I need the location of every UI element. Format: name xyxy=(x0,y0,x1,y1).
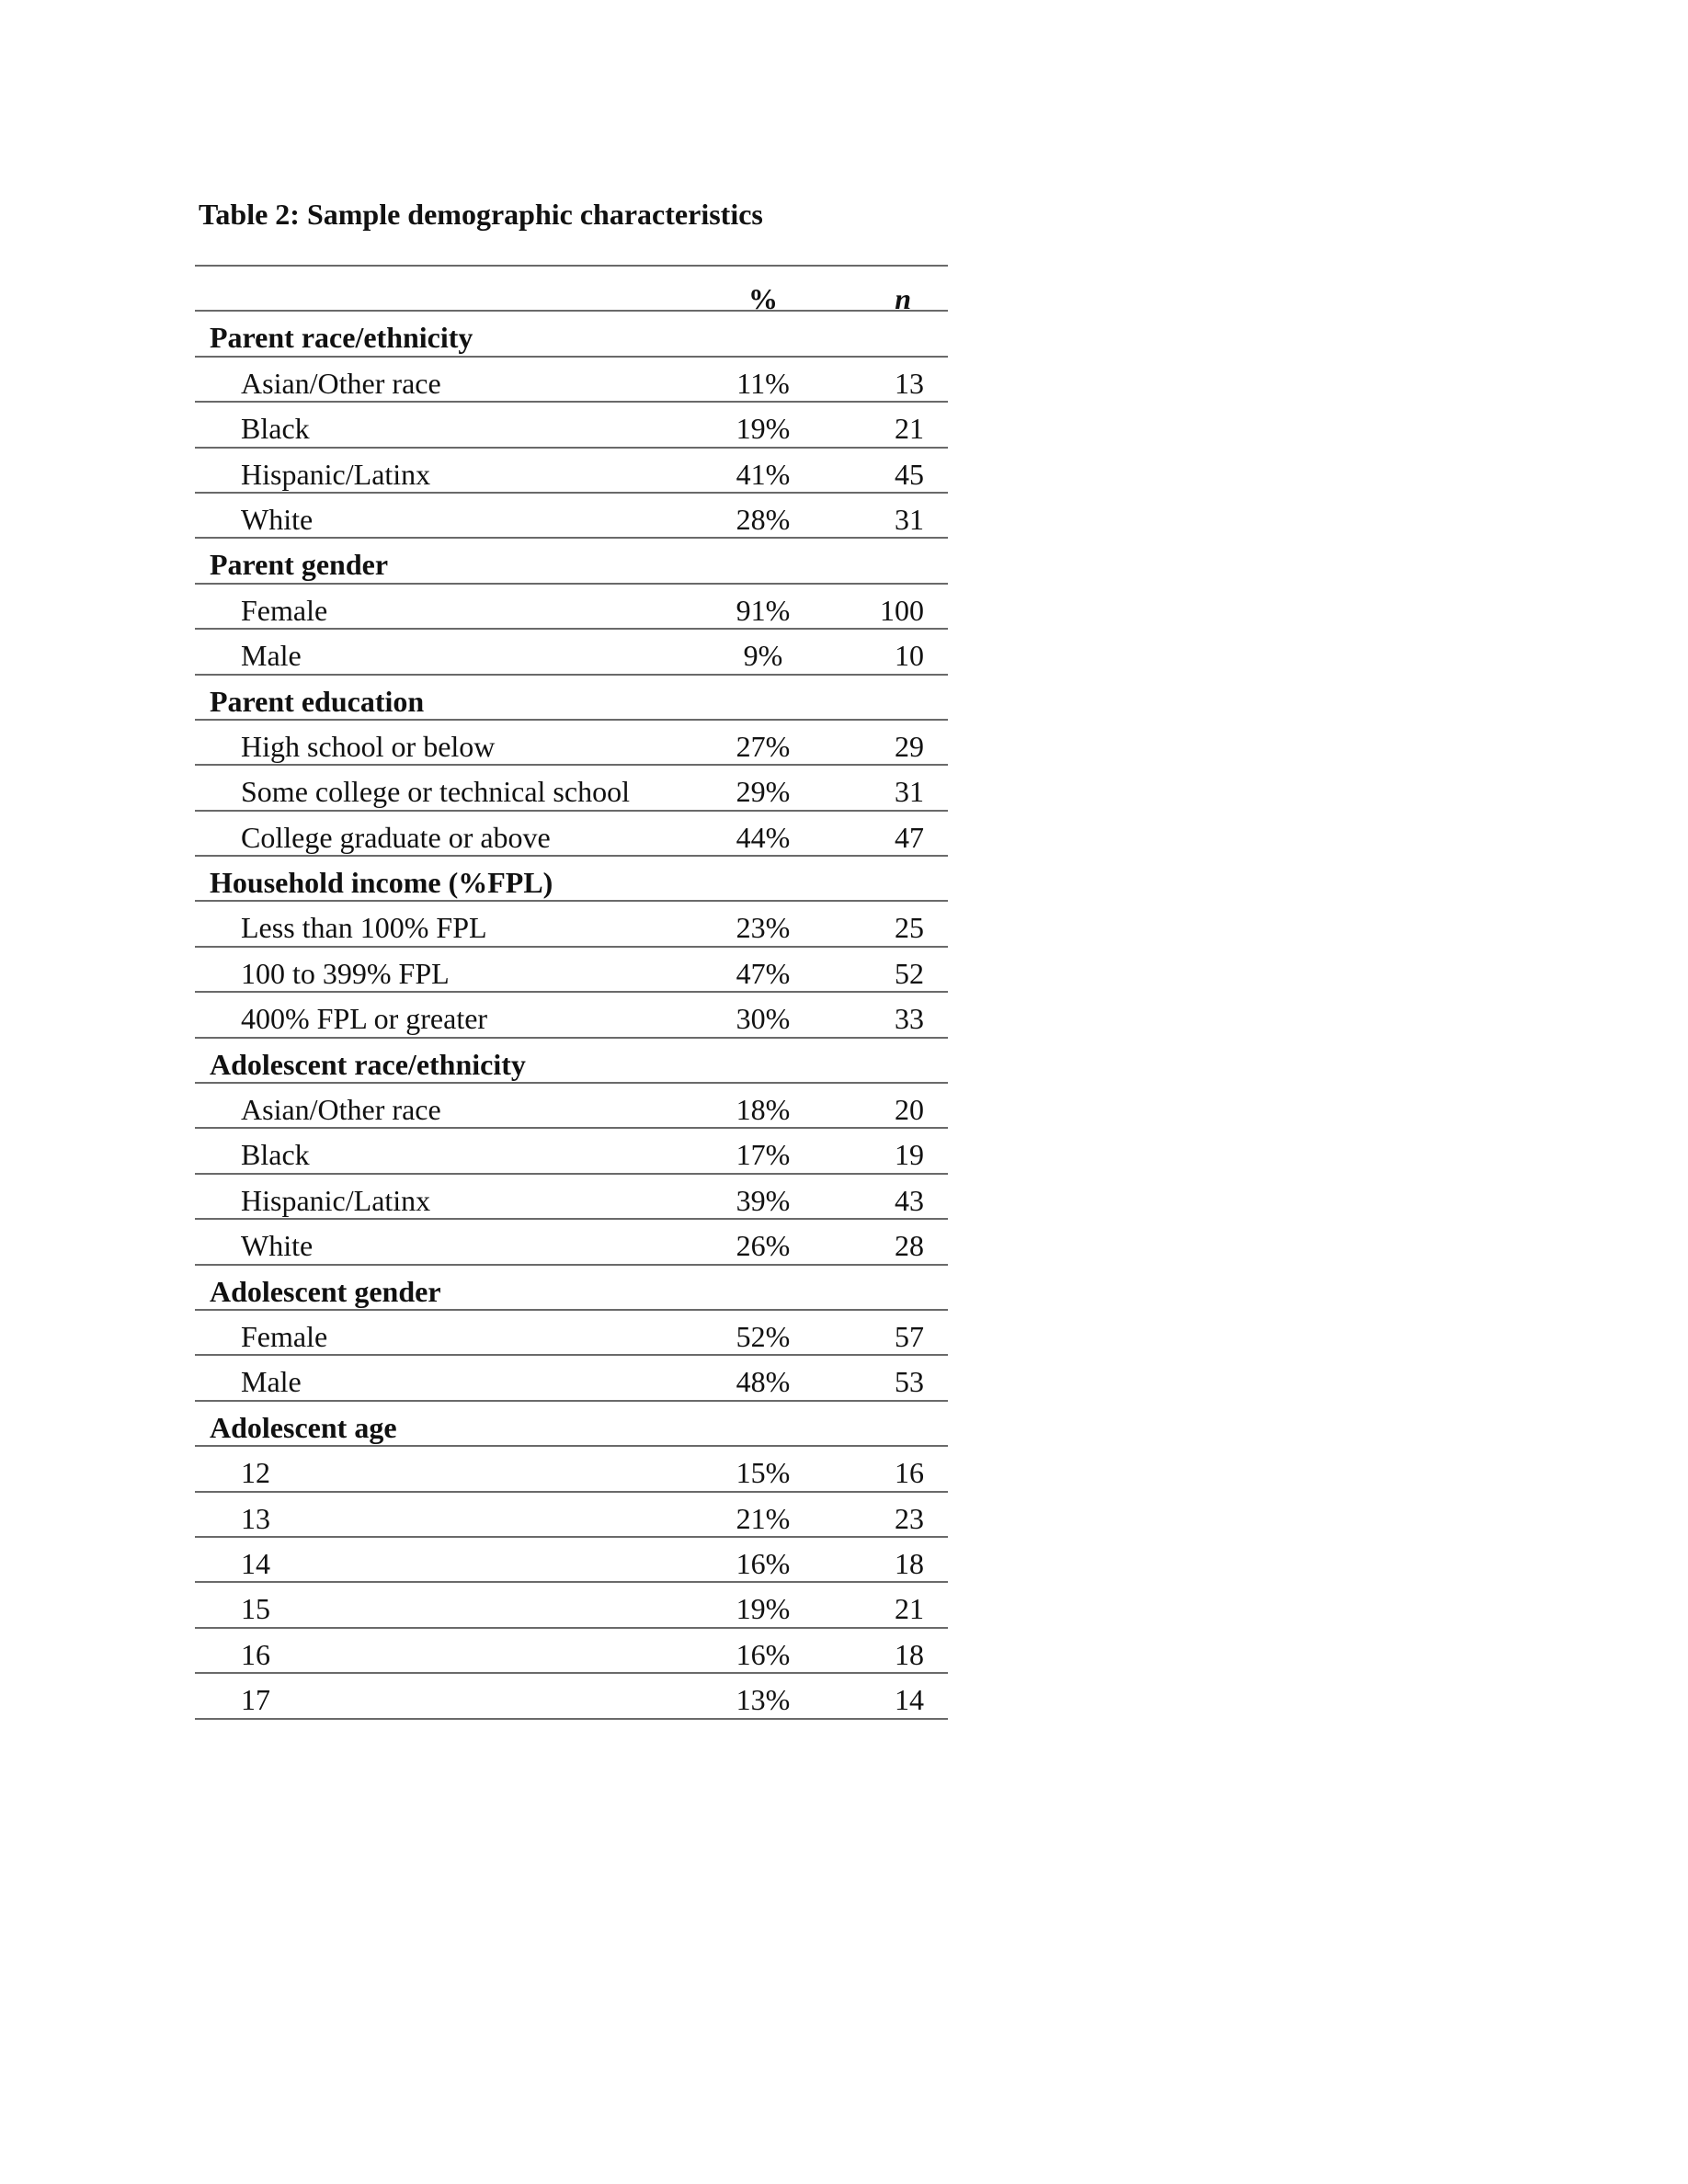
row-n: 10 xyxy=(895,639,924,673)
row-percent: 17% xyxy=(736,1138,791,1172)
row-n: 28 xyxy=(895,1229,924,1263)
row-label: College graduate or above xyxy=(241,820,551,854)
row-percent: 9% xyxy=(743,639,783,673)
row-label: 100 to 399% FPL xyxy=(241,956,450,990)
row-percent: 16% xyxy=(736,1637,791,1671)
section-header-row xyxy=(195,1266,948,1311)
row-percent: 26% xyxy=(736,1229,791,1263)
section-title: Parent gender xyxy=(210,548,389,582)
table-row xyxy=(195,1175,948,1220)
row-percent: 44% xyxy=(736,820,791,854)
section-header-row xyxy=(195,1402,948,1447)
row-n: 19 xyxy=(895,1138,924,1172)
table-row xyxy=(195,358,948,403)
row-percent: 30% xyxy=(736,1002,791,1036)
table-row xyxy=(195,449,948,494)
row-n: 57 xyxy=(895,1319,924,1353)
table-header-row xyxy=(195,267,948,315)
row-label: Hispanic/Latinx xyxy=(241,457,431,491)
section-header-row xyxy=(195,312,948,357)
row-n: 31 xyxy=(895,775,924,809)
table-body xyxy=(195,312,948,1719)
row-label: Male xyxy=(241,1365,302,1399)
section-title: Household income (%FPL) xyxy=(210,866,553,900)
row-label: Hispanic/Latinx xyxy=(241,1183,431,1217)
row-percent: 41% xyxy=(736,457,791,491)
table-row xyxy=(195,812,948,857)
section-title: Parent race/ethnicity xyxy=(210,321,473,355)
table-caption: Table 2: Sample demographic characteristics xyxy=(199,198,763,231)
section-title: Adolescent age xyxy=(210,1410,397,1444)
section-header-row xyxy=(195,857,948,902)
row-n: 13 xyxy=(895,366,924,400)
section-header-row xyxy=(195,1039,948,1084)
row-percent: 29% xyxy=(736,775,791,809)
row-percent: 28% xyxy=(736,502,791,536)
row-label: Black xyxy=(241,1138,310,1172)
table-row xyxy=(195,630,948,675)
row-n: 43 xyxy=(895,1183,924,1217)
row-n: 33 xyxy=(895,1002,924,1036)
row-label: Asian/Other race xyxy=(241,1093,441,1127)
table-row xyxy=(195,1220,948,1265)
row-label: Some college or technical school xyxy=(241,775,630,809)
row-n: 21 xyxy=(895,1592,924,1626)
table-row xyxy=(195,1583,948,1628)
row-n: 20 xyxy=(895,1093,924,1127)
row-n: 14 xyxy=(895,1683,924,1717)
row-percent: 16% xyxy=(736,1546,791,1580)
table-row xyxy=(195,902,948,947)
row-label: White xyxy=(241,502,314,536)
row-label: 14 xyxy=(241,1546,270,1580)
row-n: 100 xyxy=(880,593,924,627)
section-header-row xyxy=(195,539,948,584)
column-header-n: n xyxy=(895,282,911,315)
table-row xyxy=(195,1447,948,1492)
section-title: Parent education xyxy=(210,684,425,718)
row-percent: 39% xyxy=(736,1183,791,1217)
table-row xyxy=(195,948,948,993)
table-row xyxy=(195,1538,948,1583)
row-percent: 48% xyxy=(736,1365,791,1399)
row-percent: 23% xyxy=(736,911,791,945)
row-label: Black xyxy=(241,412,310,446)
row-label: 16 xyxy=(241,1637,270,1671)
row-n: 29 xyxy=(895,729,924,763)
table-row xyxy=(195,1129,948,1174)
table-row xyxy=(195,1084,948,1129)
row-label: Female xyxy=(241,593,328,627)
row-percent: 21% xyxy=(736,1501,791,1535)
row-n: 53 xyxy=(895,1365,924,1399)
table-row xyxy=(195,766,948,811)
table-row xyxy=(195,993,948,1038)
row-percent: 19% xyxy=(736,1592,791,1626)
row-n: 23 xyxy=(895,1501,924,1535)
table-row xyxy=(195,403,948,448)
row-label: White xyxy=(241,1229,314,1263)
row-label: Male xyxy=(241,639,302,673)
table-row xyxy=(195,1493,948,1538)
column-header-percent: % xyxy=(748,282,778,315)
row-label: Less than 100% FPL xyxy=(241,911,487,945)
row-percent: 19% xyxy=(736,412,791,446)
row-n: 16 xyxy=(895,1456,924,1490)
table-row xyxy=(195,1629,948,1674)
row-percent: 15% xyxy=(736,1456,791,1490)
row-label: 17 xyxy=(241,1683,270,1717)
row-label: High school or below xyxy=(241,729,496,763)
row-percent: 27% xyxy=(736,729,791,763)
row-n: 21 xyxy=(895,412,924,446)
table-row xyxy=(195,1356,948,1401)
row-label: Female xyxy=(241,1319,328,1353)
section-title: Adolescent race/ethnicity xyxy=(210,1047,526,1081)
row-n: 47 xyxy=(895,820,924,854)
row-n: 18 xyxy=(895,1637,924,1671)
row-n: 52 xyxy=(895,956,924,990)
row-percent: 91% xyxy=(736,593,791,627)
table-row xyxy=(195,1674,948,1719)
table-row xyxy=(195,585,948,630)
row-percent: 11% xyxy=(736,366,790,400)
row-percent: 47% xyxy=(736,956,791,990)
section-header-row xyxy=(195,676,948,721)
row-n: 31 xyxy=(895,502,924,536)
row-label: 400% FPL or greater xyxy=(241,1002,488,1036)
table-row xyxy=(195,1311,948,1356)
table-row xyxy=(195,721,948,766)
row-label: 12 xyxy=(241,1456,270,1490)
row-n: 25 xyxy=(895,911,924,945)
row-percent: 18% xyxy=(736,1093,791,1127)
row-label: 13 xyxy=(241,1501,270,1535)
row-n: 45 xyxy=(895,457,924,491)
row-label: 15 xyxy=(241,1592,270,1626)
row-n: 18 xyxy=(895,1546,924,1580)
row-label: Asian/Other race xyxy=(241,366,441,400)
row-percent: 13% xyxy=(736,1683,791,1717)
section-title: Adolescent gender xyxy=(210,1274,441,1308)
row-percent: 52% xyxy=(736,1319,791,1353)
table-row xyxy=(195,494,948,539)
demographics-table xyxy=(195,265,948,1720)
